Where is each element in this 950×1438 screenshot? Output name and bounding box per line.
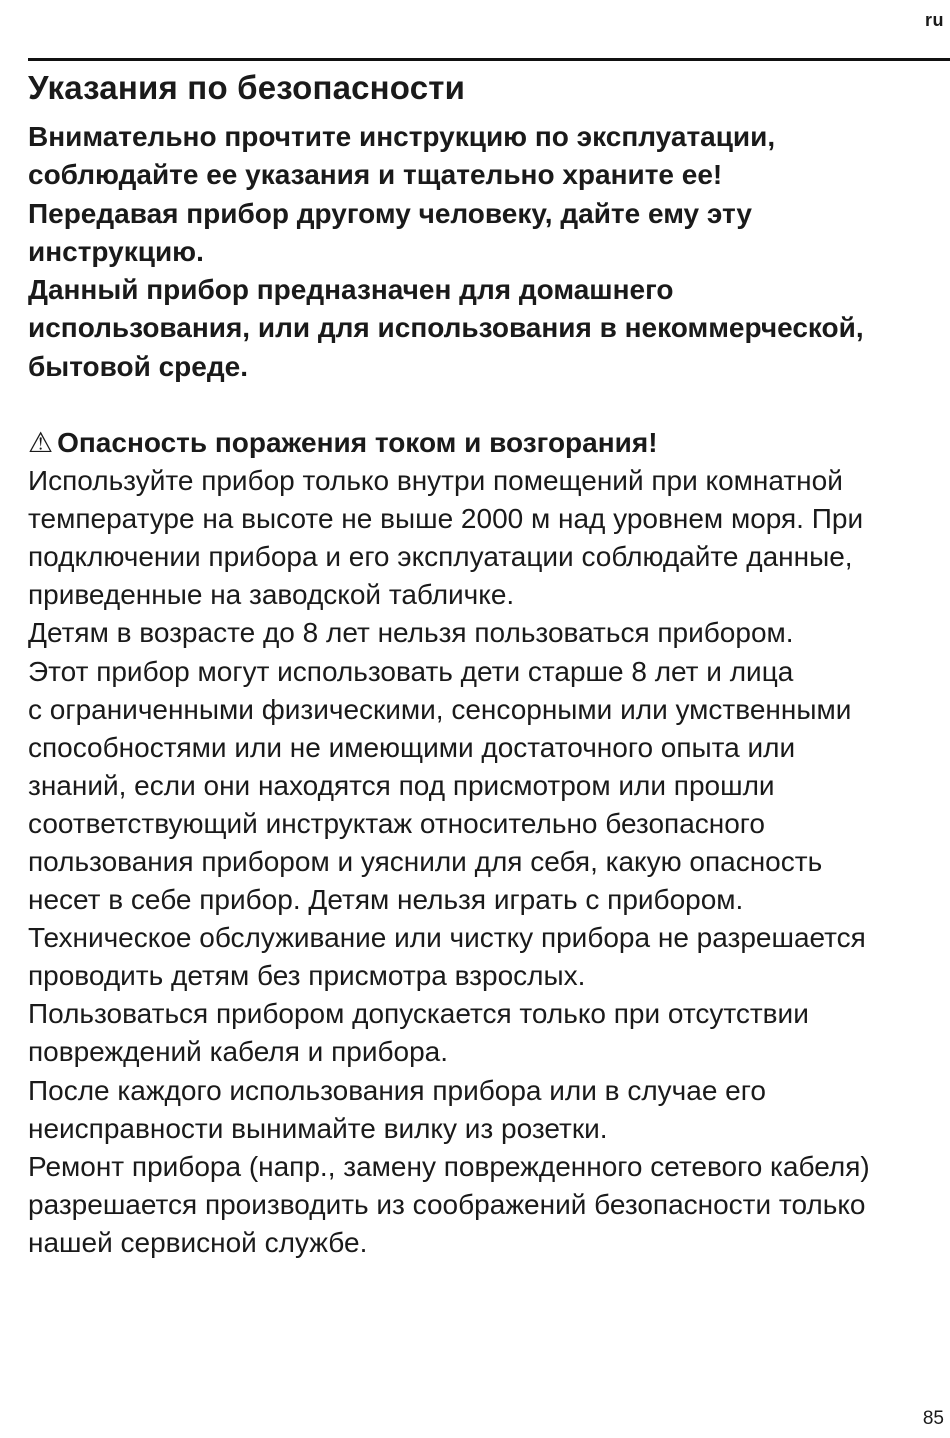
intro-line: Передавая прибор другому человеку, дайте ему эту [28, 197, 752, 229]
intro-line: бытовой среде. [28, 350, 248, 382]
warning-heading-text: Опасность поражения током и возгорания! [57, 427, 658, 459]
body-line: нашей сервисной службе. [28, 1226, 368, 1258]
warning-heading [28, 386, 944, 462]
body-line: пользования прибором и уяснили для себя, какую опасность [28, 846, 823, 878]
body-line: несет в себе прибор. Детям нельзя играть с прибором. [28, 884, 744, 916]
intro-line: Данный прибор предназначен для домашнего [28, 274, 674, 306]
body-line: с ограниченными физическими, сенсорными или умственными [28, 693, 852, 725]
intro-line: инструкцию. [28, 235, 204, 267]
intro-line: использования, или для использования в некоммерческой, [28, 312, 864, 344]
intro-paragraph [28, 112, 944, 386]
intro-line: соблюдайте ее указания и тщательно храните ее! [28, 159, 723, 191]
language-code: ru [925, 10, 944, 30]
body-line: приведенные на заводской табличке. [28, 579, 515, 611]
page-content [28, 64, 944, 1262]
warning-triangle-icon: ⚠ [28, 427, 54, 459]
body-line: проводить детям без присмотра взрослых. [28, 960, 586, 992]
body-line: подключении прибора и его эксплуатации соблюдайте данные, [28, 541, 853, 573]
body-line: повреждений кабеля и прибора. [28, 1036, 449, 1068]
body-line: температуре на высоте не выше 2000 м над уровнем моря. При [28, 503, 864, 535]
body-line: знаний, если они находятся под присмотром или прошли [28, 769, 775, 801]
body-line: После каждого использования прибора или в случае его [28, 1074, 766, 1106]
header-rule [28, 58, 950, 61]
body-line: Используйте прибор только внутри помещений при комнатной [28, 465, 843, 497]
body-line: неисправности вынимайте вилку из розетки. [28, 1112, 608, 1144]
body-line: Ремонт прибора (напр., замену поврежденного сетевого кабеля) [28, 1150, 870, 1182]
body-line: Этот прибор могут использовать дети старше 8 лет и лица [28, 655, 794, 687]
body-line: способностями или не имеющими достаточного опыта или [28, 731, 796, 763]
body-line: Техническое обслуживание или чистку прибора не разрешается [28, 922, 866, 954]
page-number: 85 [922, 1408, 944, 1429]
body-line: Детям в возрасте до 8 лет нельзя пользоваться прибором. [28, 617, 794, 649]
intro-line: Внимательно прочтите инструкцию по эксплуатации, [28, 121, 776, 152]
warning-body [28, 462, 944, 1262]
body-line: соответствующий инструктаж относительно безопасного [28, 807, 765, 839]
body-line: разрешается производить из соображений безопасности только [28, 1188, 866, 1220]
section-title: Указания по безопасности [28, 69, 466, 106]
body-line: Пользоваться прибором допускается только при отсутствии [28, 998, 809, 1030]
